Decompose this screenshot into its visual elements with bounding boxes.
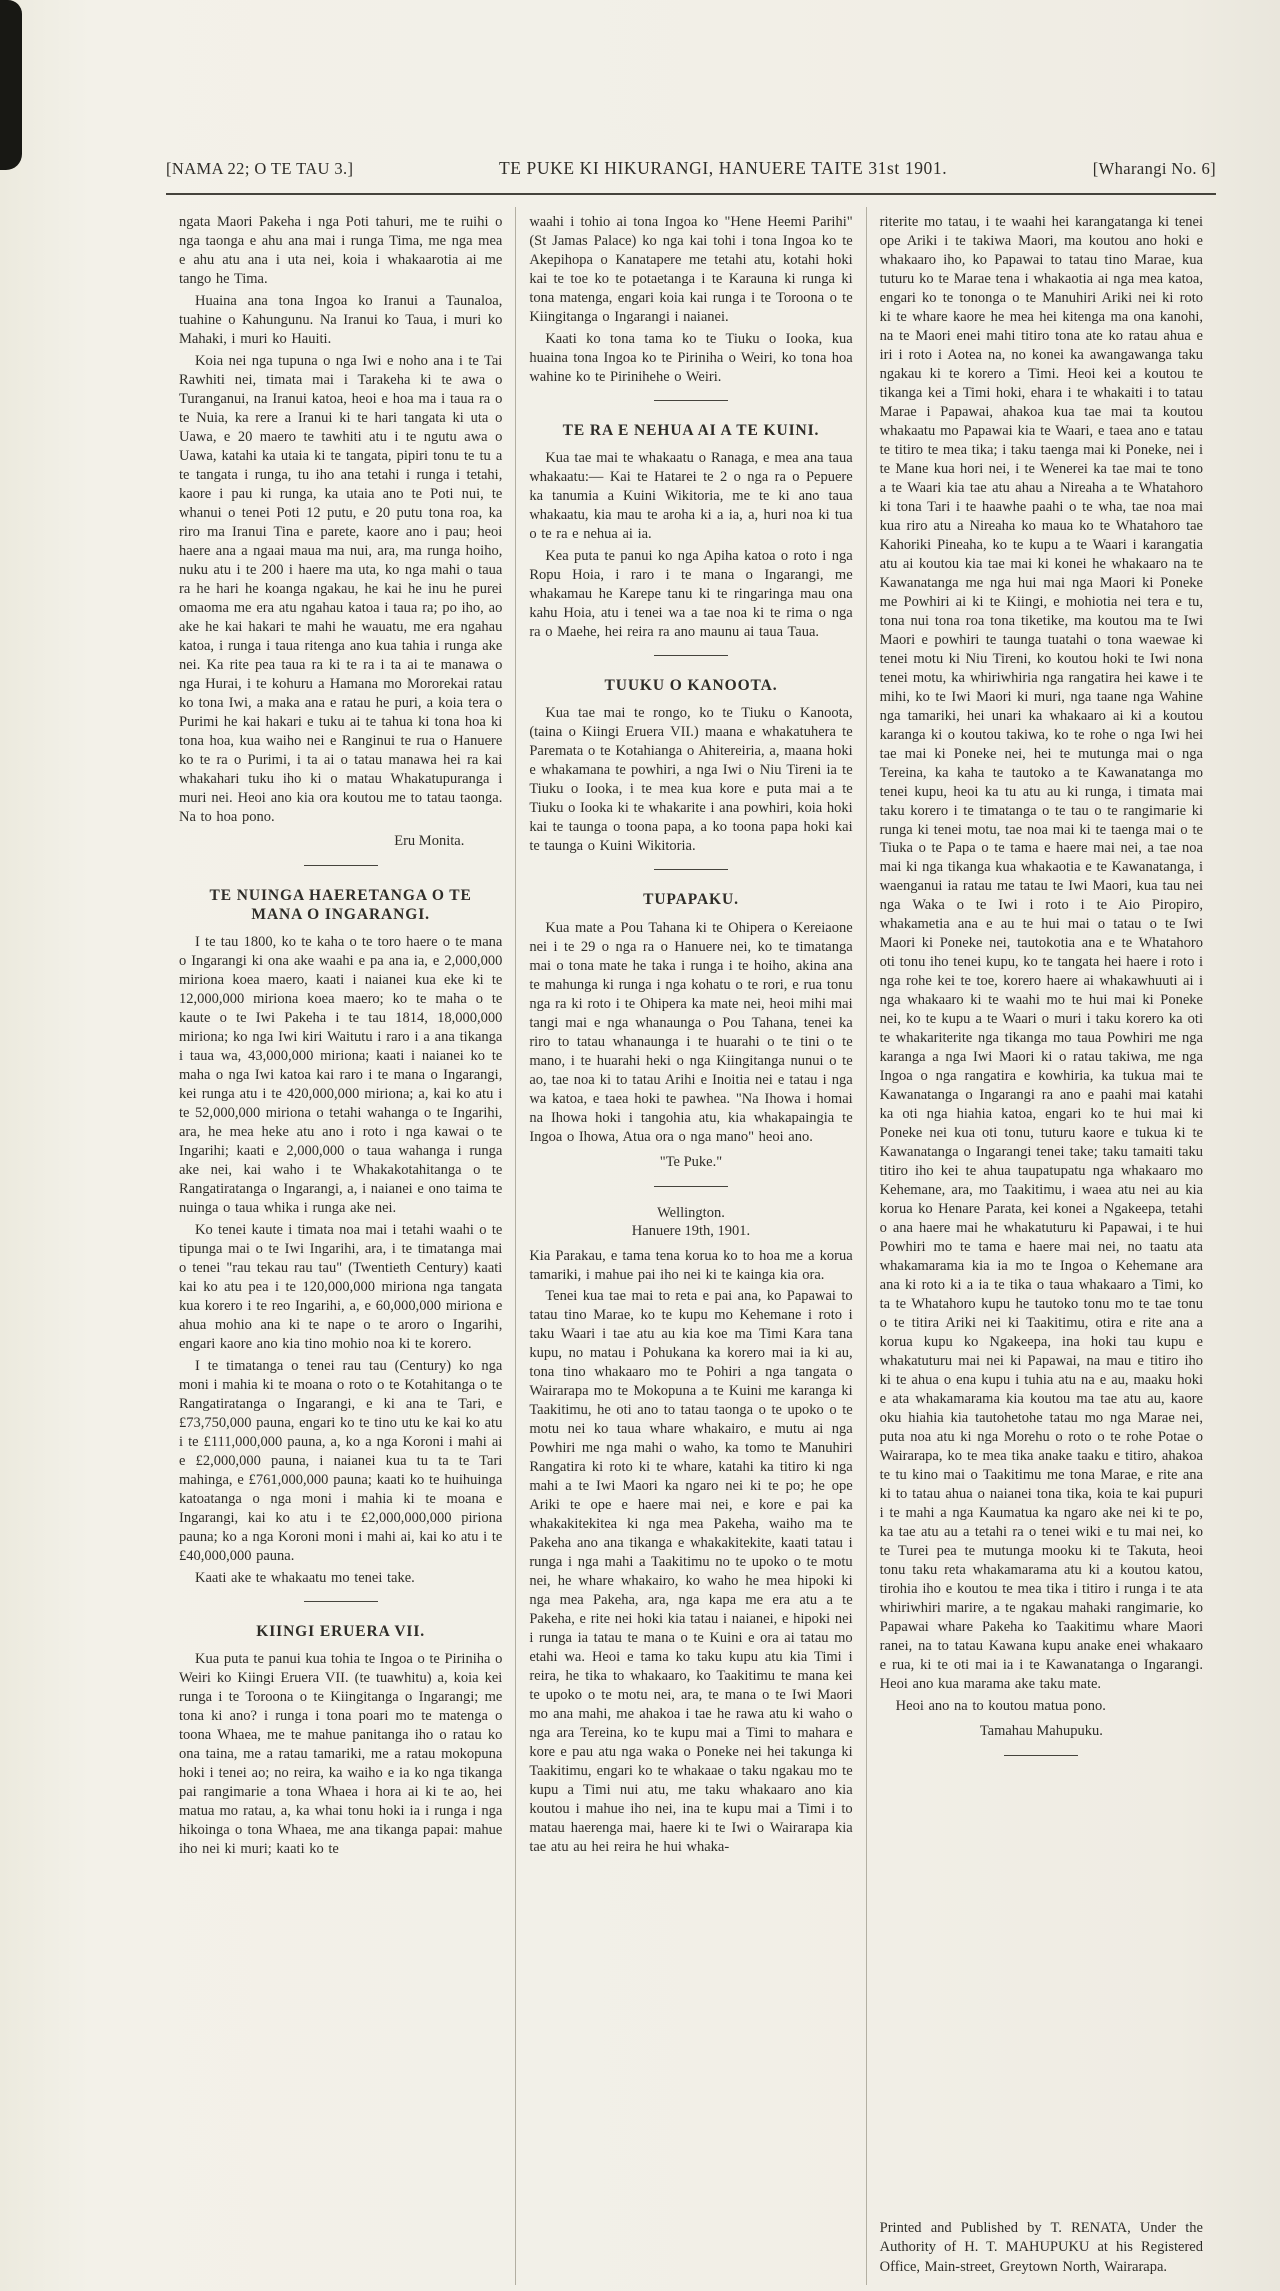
section-separator — [654, 1186, 728, 1187]
paragraph: Kua mate a Pou Tahana ki te Ohipera o Kereiaone nei i te 29 o nga ra o Hanuere nei, ko te timatanga mai o tona mate he taka i runga i te hoiho, akina ana te mahunga ki runga i nga kohatu o te rori, e rua tonu nga ra ki roto i te Ohipera ka mate nei, heoi mihi mai tangi mai e nga whanaunga o Pou Tahana, tenei ka riro to tatau whanaunga i te huarahi o te tini o te mano, i te huarahi heki o nga Kiingitanga nunui o te ao, tae noa ki to tatau Arihi e Inoitia nei e tatau i nga wa katoa, e taea hoki te pawhea. "Na Ihowa i homai na Ihowa hoki i tangohia atu, kia whakapaingia te Ingoa o Ihowa, Atua ora o nga mano" heoi ano. — [529, 919, 853, 1145]
paragraph: Tenei kua tae mai to reta e pai ana, ko Papawai to tatau tino Marae, ko te kupu mo Kehemane i roto i taku Waari i tae atu au kia koe ma Timi Kara tana kupu, no matau i Pohukana ka korero mai ia ki au, tona tino whakaaro mo te Pohiri a nga tangata o Wairarapa mo te Mokopuna a te Kuini me karanga ki Taakitimu, he oti ano to tatau taonga o te upoko o te motu nei ko taua whare whakairo, e mutu ai nga Powhiri me nga mahi o waho, ka tomo te Manuhiri Rangatira ki roto ki te whare, katahi ka titiro ki nga mahi a te Iwi Maori ka ngaro nei ki te po; he ope Ariki te ope e haere mai nei, e kore e pai ka whakakitekitea ki nga mea Pakeha, waiho ma te Pakeha ano ana tikanga e whakakitekite, kaati tatau i runga i nga mahi a Taakitimu no te upoko o te motu nei, he whare whakairo, ko waho he mea hipoki ki nga mea Pakeha, ara, nga kapa me era atu a te Pakeha, e rite nei hoki kia tatau i naianei, e hipoki nei i runga ia tatau te mana o te Kuini e ora ai tatau mo etahi wa. Heoi e tama ko taku kupu atu kia Timi i reira, he tika to whakaaro, ko Taakitimu te mana kei te upoko o te motu nei, ara, te mana o te Iwi Maori mo ana mahi, me ahakoa i tae he rawa atu ki waho o nga ara Tereina, ko te kupu mai a Timi to mahara e kore e pau atu nga waka o Poneke nei hei takunga ki Taakitimu, engari ko te whakaae o taku ngakau mo te kupu a Timi nui atu, me taku whakaaro ano kia koutou i mahue iho nei, ina te kupu mai a Timi i to matau haerenga mai, haere ki te Iwi o Wairarapa kia tae atu au hei reira he hui whaka- — [529, 1288, 853, 1856]
masthead — [166, 158, 1216, 179]
article-heading: TE NUINGA HAERETANGA O TE MANA O INGARANGI. — [209, 886, 472, 923]
article-heading: TE RA E NEHUA AI A TE KUINI. — [562, 421, 820, 439]
paragraph: Kua tae mai te whakaatu o Ranaga, e mea ana taua whakaatu:— Kai te Hatarei te 2 o nga ra o Pepuere ka tanumia a Kuini Wikitoria, me te ki ano taua whakaatu, kia mau te aroha ki a ia, a, huri noa ki tua o te ra e nehua ai ia. — [529, 450, 853, 543]
article-heading: TUPAPAKU. — [643, 891, 739, 909]
column-2 — [515, 207, 865, 2285]
paragraph: Kua tae mai te rongo, ko te Tiuku o Kanoota, (taina o Kiingi Eruera VII.) maana e whakatuhera te Paremata o te Kotahianga o Ahitereiria, a, maana hoki e whakamana te powhiri, a nga Iwi o Niu Tireni ia te Tiuku o Iooka, i te mea kua kore e puta mai a te Tiuku o Iooka ki te whakarite i ana powhiri, koia hoki kai te taunga o toona papa, a ko toona papa hoki kai te taunga o Kuini Wikitoria. — [529, 705, 853, 855]
paragraph: Huaina ana tona Ingoa ko Iranui a Taunaloa, tuahine o Kahungunu. Na Iranui ko Taua, i muri ko Mahaki, i muri ko Hauiti. — [179, 292, 503, 347]
paragraph: ngata Maori Pakeha i nga Poti tahuri, me te ruihi o nga taonga e ahu ana mai i runga Tima, me nga mea e ahu atu ana i uta nei, koia i whakaarotia ai me tango he Tima. — [179, 214, 503, 287]
paragraph: riterite mo tatau, i te waahi hei karangatanga ki tenei ope Ariki i te takiwa Maori, ma koutou ano hoki e whakaaro iho, ko Papawai to tatau tino Marae, kua tuturu ko te Marae tena i whakaotia ai nga mea katoa, engari ko te tononga o te Manuhiri Ariki nei ki roto ki te whare kaore he mea hei kitenga ma ona kanohi, na te Maori enei mahi titiro tona ate ko ratau ahua e iri i roto i Aotea na, no konei ka awangawanga taku ngakau ki te korero a Timi. Heoi kei a koutou te tikanga kei a Timi hoki, ehara i te whakaiti i to tatau Marae i Papawai, ahakoa kua tae mai ta koutou whakaatu mo Papawai kia te Waari, e taea ano e tatau te titiro te mea tika; i taku taenga mai ki Poneke, nei i te Mane kua hori nei, i te Wenerei ka tae mai te tono a te Waari kia tae atu ahau a Nireaha a te Whatahoro ki tona Tari i te haawhe paahi o te wha, tae noa mai kua riro atu a Nireaha ko maua ko te Whatahoro tae Kahoriki Pineaha, ko te kupu a te Waari i karangatia atu ai koutou kia tae mai ki konei he whakaaro na te Kawanatanga me nga hui mai nga Maori ki Poneke me Powhiri ai ki te Kiingi, e mohiotia nei tera e tu, tona nui tona roa tona tiketike, ma koutou ma te Iwi Maori e powhiri te taunga tuatahi o tona waewae ki tenei motu ki Niu Tireni, ko koutou hoki te Iwi nona tenei motu, ka whiriwhiria nga rangatira hei kawe i te mihi, ko te Iwi Maori ki muri, nga taane nga Wahine nga tamariki, hei unari ka whakaaro ai ki a koutou karanga ki o koutou takiwa, ko te rohe o nga Iwi hei tae mai ki Poneke nei, hei te mutunga mai o nga Tereina, ka kaha te tautoko a te Kawanatanga mo tenei kupu, heoi ka tu atu au ki runga, i timata mai taku korero i te timatanga o te tau o te rangimarie ki runga ki tenei motu, tae noa mai ki te taenga mai o te Tiuka o te Papa o te tama e haere mai nei, a tae noa mai ki nga tikanga kua whakaotia e te Kawanatanga, i waenganui ia ratau me tatau te Iwi Maori, kua tau nei nga Waka o te Iwi i roto i te Aio Piropiro, whakametia ana e au te hui mai o tatau o te Iwi Maori ki Poneke nei, tautokotia ana e te Whatahoro oti tonu iho tenei kupu, ko te tangata hei haere i roto i nga rohe kei te toe, korero haere ai whakawhuuti ai i nga whakaaro ki te waahi mo te hui mai ki Poneke nei, ko te kupu a te Waari o muri i taku korero ka oti te whakariterite nga tikanga mo taua Powhiri me nga karanga a nga Iwi Maori ki o ratau takiwa, me nga Ingoa o nga rangatira e kowhiria, ka tukua mai te Kawanatanga o Ingarangi ra ano e paahi mai katahi ka oti nga hiahia katoa, engari ko te hui mai ki Poneke nei kua oti tonu, tuturu kaore e tukua ki te Kawanatanga o Ingarangi tenei take; taku tamaiti taku titiro iho kei te ahua taupatupatu nga whakaaro mo Kehemane, ara, mo Taakitimu, i waea atu nei au kia korua ko Henare Parata, kei konei a Ngakeepa, tetahi o ana haere mai he whakatuturu ki Papawai, i te hui Powhiri mo te tama e haere mai nei, no taatu ata whakamarama kia ia mo te Ingoa o Kehemane ara ana ki roto ki a ia te tika o taua whakaaro a Timi, ko ta te Whatahoro kupu he tautoko tonu mo te tae tonu o te titira Ariki nei ki Taakitimu, otira e rite ana a korua kupu ko Ngakeepa, ina hoki tau kupu e whakatuturu mai nei ki Papawai, na mau e titiro iho ki te ahua o ena kupu i tuhia atu na e au, maaku hoki e ata whakamarama kia koutou ma tae atu au, kaore oku hiahia kia tautohetohe tatau mo nga Marae nei, puta noa atu ki nga Morehu o roto o te rohe Potae o Wairarapa, ko te mea tika anake taaku e titiro, ahakoa te tu kino mai o Taakitimu me tona Marae, e rite ana ki to tatau ahua o naianei tona tika, koia te kai pupuri i te mahi a nga Kaumatua ka ngaro ake nei ki te po, ka tae atu au a tetahi ra o tenei wiki e tu mai nei, ko te Turei pea te mutunga mooku ki te Takuta, heoi tonu taku reta whakamarama atu ki a koutou katou, tirohia iho e koutou te mea tika i titiro i runga i te ata whiriwhiri marire, a te ngakau mahaki rangimarie, ko Papawai whare Pakeha ko Taakitimu whare Maori ranei, na to tatau Kawana kupu anake enei whakaaro e rua, ki te oti mai ia i te Kawanatanga o Ingarangi. Heoi ano kua marama ake taku mate. — [879, 214, 1203, 1692]
dateline-place: Wellington. — [657, 1204, 725, 1221]
masthead-rule — [166, 193, 1216, 195]
dateline-date: Hanuere 19th, 1901. — [631, 1222, 751, 1239]
paragraph: waahi i tohio ai tona Ingoa ko "Hene Heemi Parihi" (St Jamas Palace) ko nga kai tohi i tona Ingoa ko te Akepihopa o Kanatapere me tetahi atu, kotahi hoki kai te toe ko te potaetanga i te Karauna ki runga ki tona matenga, engari koia kai runga i te Toroona o te Kiingitanga o Ingarangi i naianei. — [529, 214, 853, 325]
imprint-notice: Printed and Published by T. RENATA, Under the Authority of H. T. MAHUPUKU at his Registered Office, Main-street, Greytown North, Wairarapa. — [879, 2219, 1203, 2275]
paragraph: Kaati ko tona tama ko te Tiuku o Iooka, kua huaina tona Ingoa ko te Piriniha o Weiri, ko tona hoa wahine ko te Pirinihehe o Weiri. — [529, 330, 853, 385]
section-separator — [654, 869, 728, 870]
masthead-title: TE PUKE KI HIKURANGI, HANUERE TAITE 31st 1901. — [498, 158, 948, 178]
paragraph: Kaati ake te whakaatu mo tenei take. — [195, 1569, 415, 1586]
article-heading: KIINGI ERUERA VII. — [256, 1622, 426, 1640]
article-heading: TUUKU O KANOOTA. — [604, 677, 778, 695]
paragraph: Kua puta te panui kua tohia te Ingoa o te Piriniha o Weiri ko Kiingi Eruera VII. (te tuawhitu) a, koia kei runga i te Toroona o te Kiingitanga o Ingarangi; me tona ki ano? i runga i tona poari mo te matenga o toona Whaea, me te mahue panitanga iho o ratau ko ona taina, me a ratau tamariki, me a ratau mokopuna hoki i tenei ao; no reira, ka waiho e ia ko nga tikanga pai rangimarie a tona Whaea i hora ai ki te ao, hei matua mo ratau, a, ka whai tonu hoki ia i runga i nga hikoinga o tona Whaea, me ana tikanga papai: mahue iho nei ki muri; kaati ko te — [179, 1651, 503, 1857]
section-separator — [304, 865, 378, 866]
paragraph: I te timatanga o tenei rau tau (Century) ko nga moni i mahia ki te moana o roto o te Kotahitanga o te Rangatiratanga o Ingarangi, e ki ana te Tari, e £73,750,000 pauna, engari ko te tino utu ke kai ko atu i te £111,000,000 pauna, a, ko a nga Koroni i mahi ai e £2,000,000 pauna, i naianei kua tu ta te Tari mahinga, e £761,000,000 pauna; kaati ko te huihuinga katoatanga o nga moni i mahia ki te moana e Ingarangi, kai ko atu i te £2,000,000,000 piriona pauna; ko a nga Koroni moni i mahi ai, kai ko atu i te £40,000,000 pauna. — [179, 1357, 503, 1564]
scan-edge-artifact — [0, 0, 9, 38]
columns — [166, 207, 1216, 2285]
paragraph: Kea puta te panui ko nga Apiha katoa o roto i nga Ropu Hoia, i raro i te mana o Ingarangi, me whakamau he Karepe tanu ki te ringaringa mau ona kahu Hoia, atu i tenei wa a tae noa ki te rima o nga ra o Maehe, hei reira ra ano maunu ai taua Taua. — [529, 548, 853, 641]
section-separator — [304, 1601, 378, 1602]
section-separator — [654, 655, 728, 656]
paragraph: I te tau 1800, ko te kaha o te toro haere o te mana o Ingarangi ki ona ake waahi e pa ana ia, e 2,000,000 miriona koea maero, kaati i naianei kua eke ki te 12,000,000 miriona koea maero; ko te maha o te kaute o te Iwi Pakeha i te tau 1814, 18,000,000 miriona; ko nga Iwi kiri Waitutu i raro i a ana tikanga i taua wa, 43,000,000 miriona; kaati i naianei ko te maha o nga Iwi katoa kai raro i te mana o Ingarangi, kei runga atu i te 420,000,000 miriona; a, kai ko atu i te 52,000,000 miriona o tetahi wahanga o te Ingarihi, ara, he mea heke atu ano i roto i nga kawai o te Ingarihi; kaati e 2,000,000 o taua wahanga i runga ake nei, kai waho i te Whakakotahitanga o te Rangatiratanga o Ingarangi, a, i naianei e ono taima te nuinga o taua whika i runga ake nei. — [179, 934, 503, 1217]
section-separator — [654, 400, 728, 401]
masthead-page-number: [Wharangi No. 6] — [1092, 159, 1216, 178]
paragraph: Heoi ano na to koutou matua pono. — [895, 1697, 1106, 1714]
paragraph: Ko tenei kaute i timata noa mai i tetahi waahi o te tipunga mai o te Iwi Ingarihi, ara, i te timatanga mai o tenei "rau tekau rau tau" (Twentieth Century) kaati kai ko atu pea i te 120,000,000 miriona nga tangata kua korero i te reo Ingarihi, a, e 60,000,000 miriona e ahua mohio ana ki te nape o te aroro o Ingarihi, engari kaore ano kia tino mohio noa ki te korero. — [179, 1222, 503, 1352]
signature: Eru Monita. — [394, 832, 465, 849]
signature: Tamahau Mahupuku. — [979, 1722, 1103, 1739]
signature: "Te Puke." — [659, 1153, 723, 1170]
masthead-issue-number: [NAMA 22; O TE TAU 3.] — [166, 159, 354, 178]
column-1 — [166, 207, 515, 2285]
section-separator — [1004, 1755, 1078, 1756]
paragraph: Kia Parakau, e tama tena korua ko to hoa me a korua tamariki, i mahue pai iho nei ki te kainga kia ora. — [529, 1247, 853, 1283]
paragraph: Koia nei nga tupuna o nga Iwi e noho ana i te Tai Rawhiti nei, timata mai i Tarakeha ki te awa o Turanganui, na Iranui katoa, heoi e hoa ma i taua ra o te Nuia, ka rere a Iranui ki te hari tangata ki uta o Uawa, e 20 maero te tawhiti atu i te ngutu awa o Uawa, katahi ka utaia ki te tangata, pipiri tonu te tu a te tangata i runga, tu iho ana tetahi i runga i tetahi, kaore i pau ki runga, ka utaia ano te Poti nui, te whanui o tenei Poti 12 putu, e 20 putu tona roa, ka riro ma Iranui Tina e parete, kaore ano i pau; heoi haere ana a ngaai maua ma nui, ara, ma runga hoiho, nuku atu i te 200 i haere ma uta, ko nga mahi o taua ra he hari he koanga ngakau, he kai he inu he purei omaoma me era atu ngahau katoa i taua ra; po iho, ao ake he kai hakari te mahi he wauatu, me era ngahau katoa, i runga i taua ritenga ano kua tahia i runga ake nei. Ka rite pea taua ra ki te ra i ta ai te manawa o nga Hurai, i te kohuru a Hamana mo Mororekai ratau ko tona Iwi, a maka ana e ratau he puri, a koia tera o Purimi he kai hakari e tuku ai te tahua ki tona hoa ki tona hoa, kua waiho nei e Ranginui te rua o Hanuere ko te ra o Purimi, i ta ai o tatau manawa hei ra kai whakahari tuku iho ki o matau Whakatupuranga i muri nei. Heoi ano kia ora koutou me to tatau taonga. Na to hoa pono. — [179, 352, 503, 825]
column-3 — [866, 207, 1216, 2285]
